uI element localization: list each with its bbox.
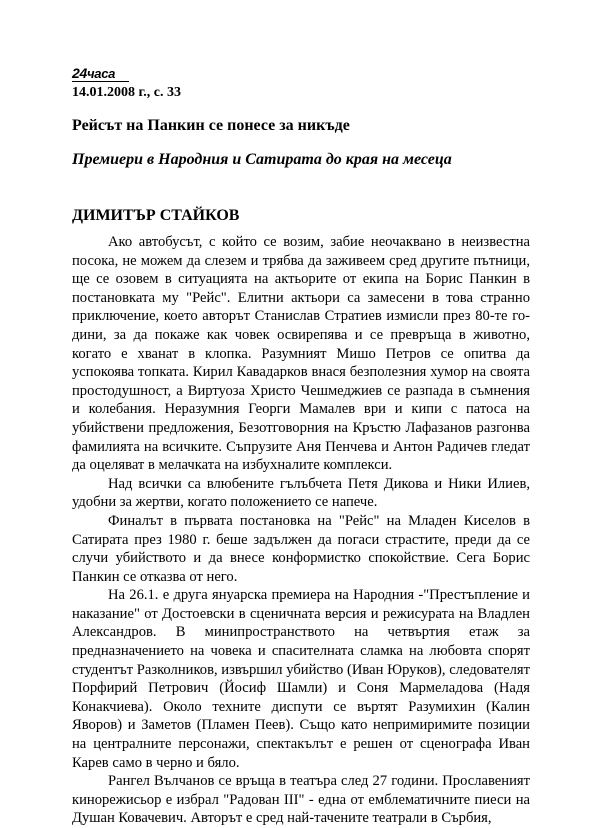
paragraph: Рангел Вълчанов се връща в театъра след 27 години. Прославеният кинорежисьор е избрал "Радован III" - една от емблематичните пиеси на Душан Ковачевич. Авторът е сред най-тачените театрали в Сърбия, [72,773,530,827]
paragraph: Над всички са влюбените гълъбчета Петя Дикова и Ники Илиев, удобни за жертви, когато положението се напече. [72,475,530,511]
article-subtitle: Премиери в Народния и Сатирата до края на месеца [72,151,452,168]
dateline: 14.01.2008 г., с. 33 [72,85,181,100]
paragraph: Финалът в първата постановка на "Рейс" на Младен Киселов в Сатирата през 1980 г. беше задължен да погаси страстите, преди да се случи убийството и да внесе конформистко спокойствие. Сега Борис Панкин се отказва от него. [72,512,530,585]
article-body [72,233,530,828]
article-author: ДИМИТЪР СТАЙКОВ [72,207,240,224]
newspaper-logo [72,66,129,82]
logo-number: 24 [72,65,87,81]
paragraph: На 26.1. е друга януарска премиера на Народния -"Престъпление и наказание" от Достоевски в сценичната версия и режисурата на Владлен Александров. В минипространството на четвъртия етаж за предназначението на човека и спасителната сламка на любовта спорят студентът Разколников, извършил убийство (Иван Юруков), следователят Порфирий Петрович (Йосиф Шамли) и Соня Мармеладова (Надя Конакчиева). Около техните диспути се въртят Разумихин (Калин Яворов) и Заметов (Пламен Пеев). Също като непримиримите позиции на централните персонажи, спектакълът е решен от сценографа Иван Карев само в черно и бяло. [72,587,530,771]
logo-word: часа [86,66,116,81]
article-title: Рейсът на Панкин се понесе за никъде [72,117,350,134]
paragraph: Ако автобусът, с който се возим, забие неочаквано в неизвестна посока, не можем да слезем и трябва да заживеем сред другите пътници, ще се озовем в ситуацията на актьорите от екипа на Борис Панкин в постановката му "Рейс". Елитни актьори са замесени в това странно приключение, което авторът Станислав Стратиев измисли през 80-те години, за да покаже как човек освирепява и се превръща в животно, когато е хванат в клопка. Разумният Мишо Петров се опитва да успокоява топката. Кирил Кавадарков внася безполезния хумор на своята простодушност, а Виртуоза Христо Чешмеджиев се разпада в съмнения и колебания. Неразумния Георги Мамалев ври и кипи с патоса на убийствени предложения, Безотговорния на Кръстю Лафазанов разгонва фамилията на всичките. Съпрузите Аня Пенчева и Антон Радичев гледат да оцеляват в мелачката на избухналите комплекси. [72,234,530,474]
